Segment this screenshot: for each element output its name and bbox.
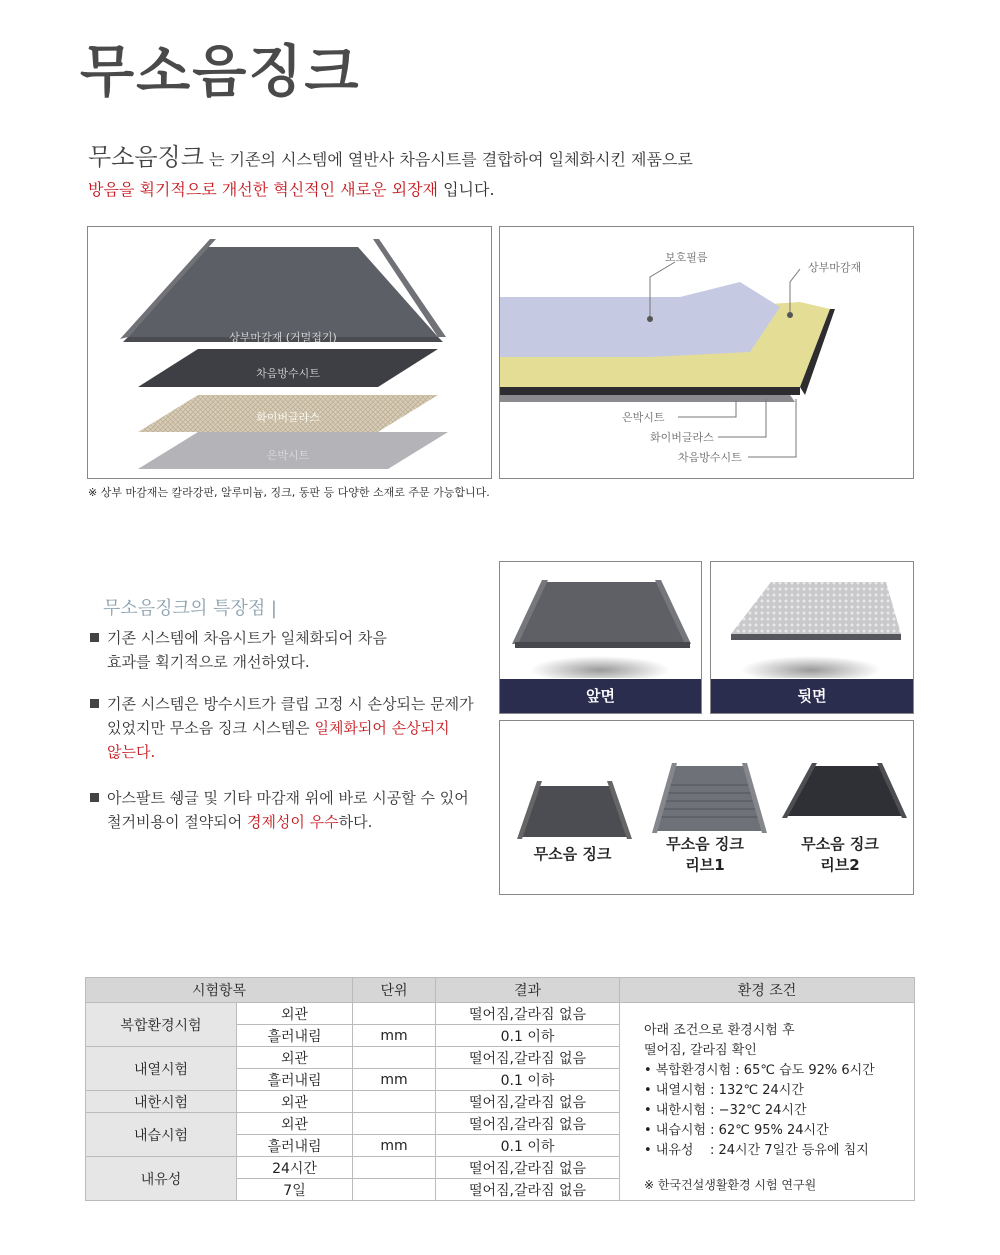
test-item: 외관 [237, 1091, 353, 1113]
intro-lead: 무소음징크 [88, 143, 204, 171]
layer-label-top: 상부마감재 (거멀접기) [229, 331, 337, 344]
test-item: 외관 [237, 1003, 353, 1025]
header-unit: 단위 [353, 978, 436, 1003]
header-env: 환경 조건 [620, 978, 915, 1003]
test-result: 0.1 이하 [436, 1025, 620, 1047]
page-title: 무소음징크 [80, 40, 361, 105]
test-group: 복합환경시험 [86, 1003, 237, 1047]
feature-item-1 [90, 626, 490, 674]
test-item: 흘러내림 [237, 1135, 353, 1157]
test-group: 내한시험 [86, 1091, 237, 1113]
test-unit [353, 1003, 436, 1025]
intro-line1: 는 기존의 시스템에 열반사 차음시트를 결합하여 일체화시킨 제품으로 [203, 150, 693, 169]
product-label-1: 무소음 징크 [533, 845, 612, 863]
test-group: 내습시험 [86, 1113, 237, 1157]
layer-diagram-left [87, 226, 492, 479]
test-item: 7일 [237, 1179, 353, 1201]
bullet-square [90, 699, 99, 708]
intro-line2: 입니다. [438, 180, 495, 199]
label-fiberglass: 화이버글라스 [650, 431, 714, 444]
test-group: 내유성 [86, 1157, 237, 1201]
env-conditions: 아래 조건으로 환경시험 후 떨어짐, 갈라짐 확인 • 복합환경시험 : 65℃ 습도 92% 6시간 • 내열시험 : 132℃ 24시간 • 내한시험 : −32℃ 24시간 • 내습시험 : 62℃ 95% 24시간 • 내유성 : 24시간 7일간 등유에 침지 ※ 한국건설생활환경 시험 연구원 [620, 1003, 915, 1201]
test-result: 떨어짐,갈라짐 없음 [436, 1047, 620, 1069]
label-protect-film: 보호필름 [665, 251, 708, 264]
table-row [86, 1003, 915, 1025]
test-result: 0.1 이하 [436, 1069, 620, 1091]
feature-3-line2-end: 하다. [338, 813, 373, 831]
header-test-item: 시험항목 [86, 978, 353, 1003]
feature-3-line2: 철거비용이 절약되어 [107, 813, 247, 831]
test-item: 24시간 [237, 1157, 353, 1179]
test-item: 외관 [237, 1047, 353, 1069]
layer-label-fiberglass: 화이버글라스 [256, 411, 320, 424]
bullet-square [90, 633, 99, 642]
feature-3-line1: 아스팔트 쉥글 및 기타 마감재 위에 바로 시공할 수 있어 [107, 789, 469, 807]
layer-diagram-right [499, 226, 914, 479]
header-result: 결과 [436, 978, 620, 1003]
intro-highlight: 방음을 획기적으로 개선한 혁신적인 새로운 외장재 [88, 180, 439, 199]
test-item: 흘러내림 [237, 1025, 353, 1047]
product-lineup [499, 720, 914, 895]
label-foil: 은박시트 [622, 411, 665, 424]
test-result: 떨어짐,갈라짐 없음 [436, 1003, 620, 1025]
test-unit: mm [353, 1135, 436, 1157]
intro-text [88, 142, 948, 205]
test-unit [353, 1157, 436, 1179]
test-result: 떨어짐,갈라짐 없음 [436, 1091, 620, 1113]
label-sound-sheet: 차음방수시트 [678, 451, 742, 464]
label-top-finish: 상부마감재 [808, 261, 862, 274]
test-unit: mm [353, 1025, 436, 1047]
test-unit [353, 1113, 436, 1135]
features-title: 무소음징크의 특장점 | [103, 598, 277, 619]
photo-front [499, 561, 702, 714]
feature-2-highlight: 일체화되어 손상되지 [314, 719, 450, 737]
feature-item-2 [90, 692, 500, 764]
test-item: 흘러내림 [237, 1069, 353, 1091]
bullet-square [90, 793, 99, 802]
test-group: 내열시험 [86, 1047, 237, 1091]
test-item: 외관 [237, 1113, 353, 1135]
photo-caption-front: 앞면 [500, 679, 701, 713]
product-label-2: 무소음 징크 리브1 [666, 835, 744, 874]
feature-1-line2: 효과를 획기적으로 개선하였다. [107, 653, 310, 671]
test-table [85, 977, 915, 1201]
photo-caption-back: 뒷면 [711, 679, 913, 713]
feature-2-line2: 있었지만 무소음 징크 시스템은 [107, 719, 315, 737]
feature-item-3 [90, 786, 490, 834]
test-unit: mm [353, 1069, 436, 1091]
feature-1-line1: 기존 시스템에 차음시트가 일체화되어 차음 [107, 629, 387, 647]
test-unit [353, 1047, 436, 1069]
test-source: ※ 한국건설생활환경 시험 연구원 [644, 1178, 817, 1192]
layer-label-sound-sheet: 차음방수시트 [256, 367, 320, 380]
test-unit [353, 1179, 436, 1201]
test-unit [353, 1091, 436, 1113]
feature-2-line1: 기존 시스템은 방수시트가 클립 고정 시 손상되는 문제가 [107, 695, 474, 713]
material-note: ※ 상부 마감재는 칼라강판, 알루미늄, 징크, 동판 등 다양한 소재로 주문 가능합니다. [88, 486, 490, 499]
test-result: 떨어짐,갈라짐 없음 [436, 1179, 620, 1201]
test-result: 떨어짐,갈라짐 없음 [436, 1157, 620, 1179]
feature-2-line3: 않는다. [107, 743, 156, 761]
product-label-3: 무소음 징크 리브2 [801, 835, 879, 874]
layer-label-foil: 은박시트 [266, 449, 310, 462]
test-result: 0.1 이하 [436, 1135, 620, 1157]
photo-back [710, 561, 914, 714]
feature-3-highlight: 경제성이 우수 [246, 813, 339, 831]
test-result: 떨어짐,갈라짐 없음 [436, 1113, 620, 1135]
